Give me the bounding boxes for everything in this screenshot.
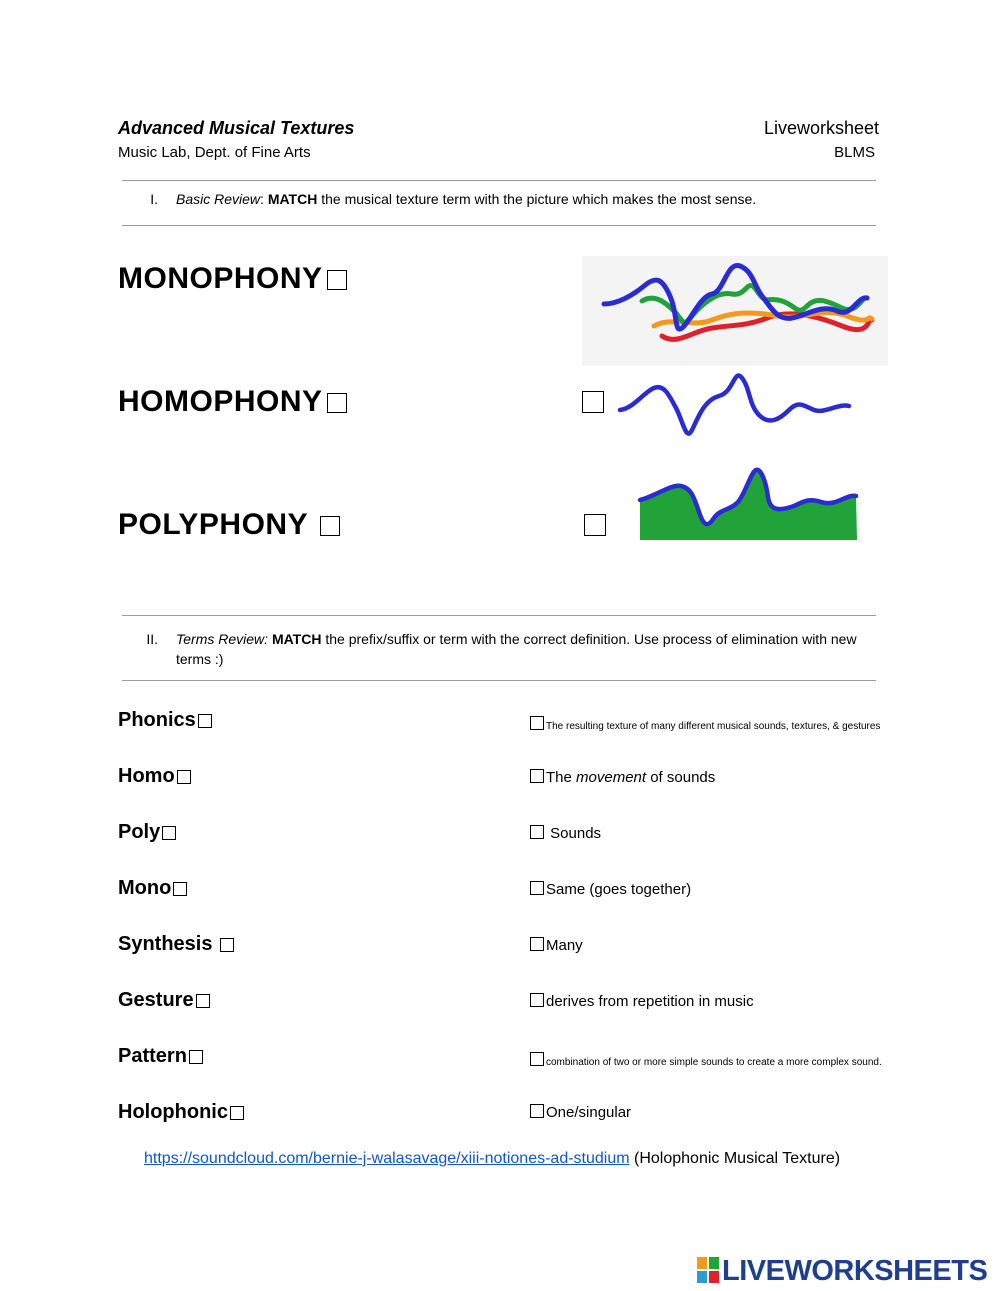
definition-2: The movement of sounds — [530, 769, 715, 786]
picture-box-3[interactable] — [584, 514, 606, 536]
blue-melody-line — [620, 376, 849, 434]
answer-box[interactable] — [196, 994, 210, 1008]
term-synthesis: Synthesis — [118, 933, 234, 956]
answer-box[interactable] — [177, 770, 191, 784]
answer-box[interactable] — [530, 769, 544, 783]
worksheet-title: Advanced Musical Textures — [118, 118, 355, 138]
term-phonics: Phonics — [118, 709, 212, 732]
definition-5: Many — [530, 937, 583, 954]
term-holophonic: Holophonic — [118, 1101, 244, 1124]
answer-box[interactable] — [530, 993, 544, 1007]
answer-box[interactable] — [530, 825, 544, 839]
answer-box[interactable] — [162, 826, 176, 840]
brand-school: BLMS — [834, 144, 875, 161]
liveworksheets-logo: LIVEWORKSHEETS — [697, 1255, 987, 1288]
texture-picture-single-line — [614, 370, 864, 445]
divider — [122, 615, 876, 616]
section1-label: Basic Review — [176, 191, 261, 207]
answer-box[interactable] — [320, 516, 340, 536]
term-mono: Mono — [118, 877, 187, 900]
soundcloud-link[interactable]: https://soundcloud.com/bernie-j-walasavage/xiii-notiones-ad-studium — [144, 1150, 630, 1167]
answer-box[interactable] — [220, 938, 234, 952]
liveworksheets-logo-icon — [697, 1257, 719, 1283]
divider — [122, 180, 876, 181]
definition-6: derives from repetition in music — [530, 993, 754, 1010]
section1-instructions: I. Basic Review: MATCH the musical texture term with the picture which makes the most sense. — [118, 189, 878, 209]
answer-box[interactable] — [198, 714, 212, 728]
texture-picture-melody-fill — [636, 462, 862, 546]
term-pattern: Pattern — [118, 1045, 203, 1068]
brand-name: Liveworksheet — [763, 118, 879, 138]
section2-match: MATCH — [271, 631, 322, 647]
answer-box[interactable] — [327, 393, 347, 413]
answer-box[interactable] — [530, 937, 544, 951]
picture-box-2[interactable] — [582, 391, 604, 413]
answer-box[interactable] — [530, 1052, 544, 1066]
answer-box[interactable] — [189, 1050, 203, 1064]
section2-number: II. — [146, 631, 158, 647]
answer-box[interactable] — [327, 270, 347, 290]
section1-match: MATCH — [267, 191, 318, 207]
divider — [122, 225, 876, 226]
definition-3: Sounds — [530, 825, 601, 842]
link-note: (Holophonic Musical Texture) — [629, 1150, 841, 1167]
worksheet-subtitle: Music Lab, Dept. of Fine Arts — [118, 144, 311, 161]
section2-text: the prefix/suffix or term with the correct definition. Use process of elimination with new terms :) — [176, 631, 857, 667]
definition-4: Same (goes together) — [530, 881, 691, 898]
term-gesture: Gesture — [118, 989, 210, 1012]
answer-box[interactable] — [230, 1106, 244, 1120]
section2-instructions — [118, 629, 878, 669]
reference-link-line — [144, 1150, 840, 1168]
definition-1: The resulting texture of many different musical sounds, textures, & gestures — [530, 716, 880, 732]
term-homo: Homo — [118, 765, 191, 788]
section1-text: the musical texture term with the picture which makes the most sense. — [317, 191, 757, 207]
term-monophony: MONOPHONY — [118, 262, 347, 296]
section2-label: Terms Review: — [176, 631, 269, 647]
definition-7: combination of two or more simple sounds to create a more complex sound. — [530, 1052, 882, 1068]
answer-box[interactable] — [530, 1104, 544, 1118]
divider — [122, 680, 876, 681]
definition-8: One/singular — [530, 1104, 631, 1121]
answer-box[interactable] — [530, 716, 544, 730]
answer-box[interactable] — [530, 881, 544, 895]
term-homophony: HOMOPHONY — [118, 385, 347, 419]
section1-number: I. — [150, 191, 158, 207]
term-polyphony: POLYPHONY — [118, 508, 340, 542]
answer-box[interactable] — [173, 882, 187, 896]
term-poly: Poly — [118, 821, 176, 844]
texture-picture-multi-lines — [582, 256, 888, 366]
